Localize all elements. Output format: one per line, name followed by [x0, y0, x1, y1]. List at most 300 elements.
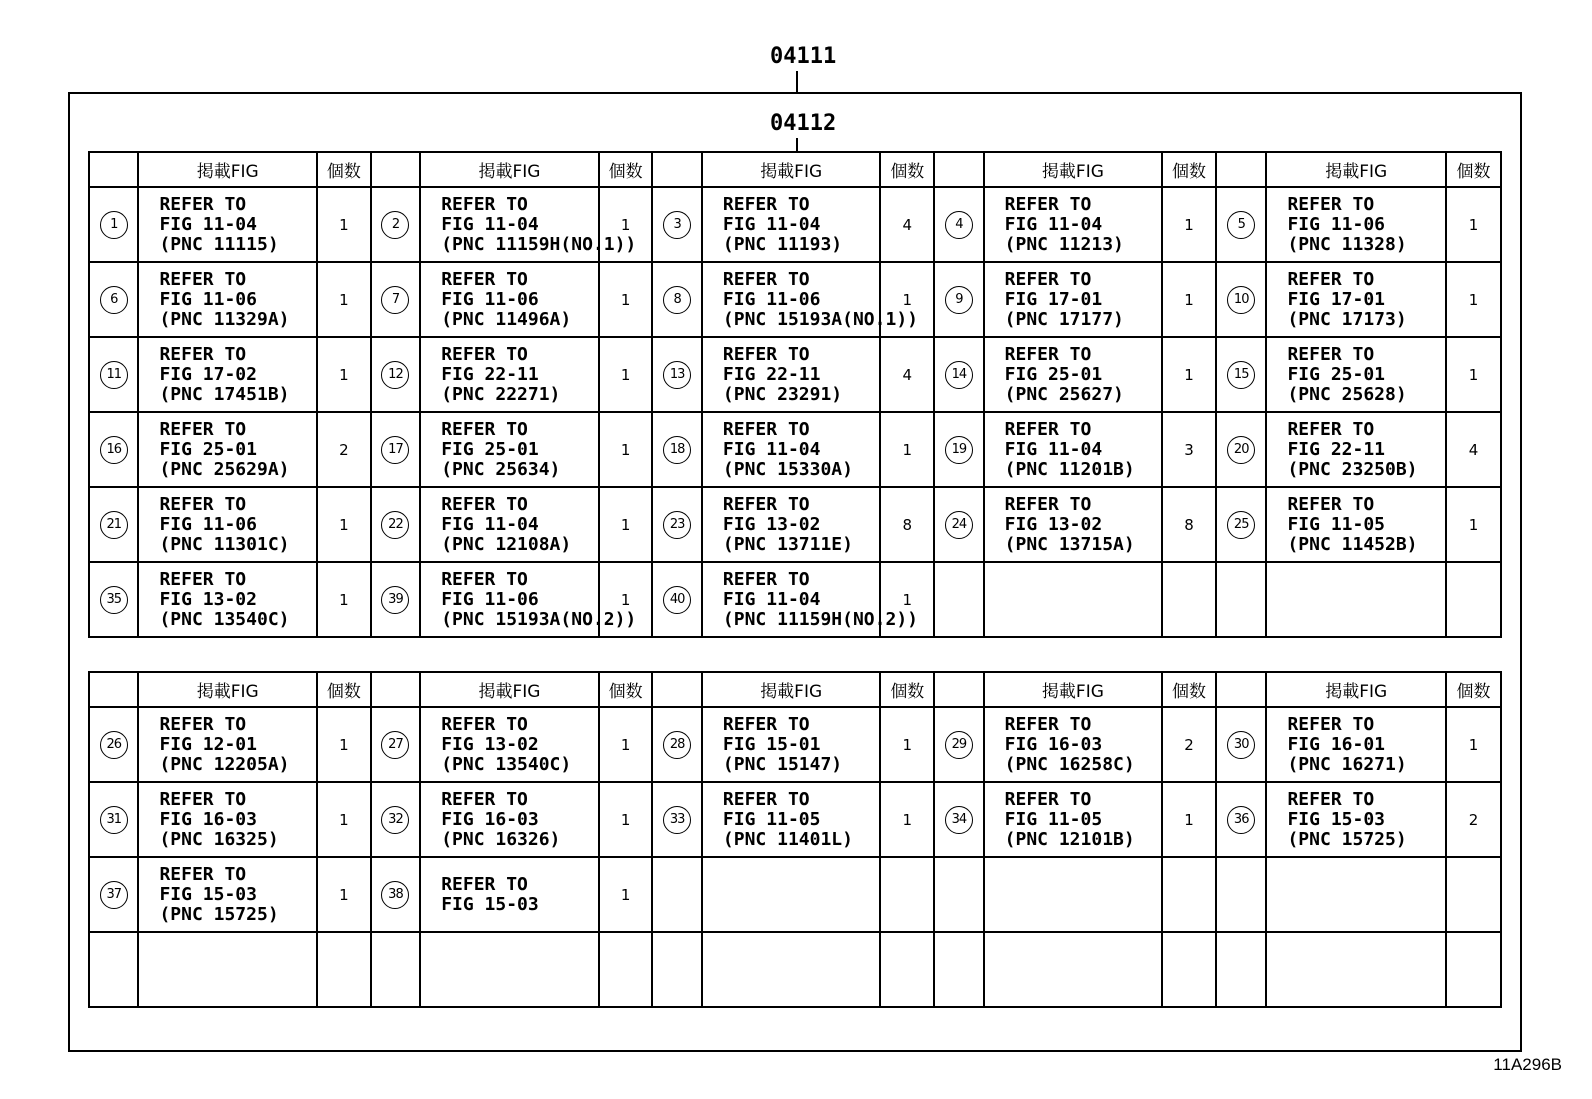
- reference-line: (PNC 15193A(NO.2)): [441, 608, 637, 630]
- reference-line: (PNC 25627): [1004, 383, 1124, 405]
- reference-cell: [1266, 412, 1446, 487]
- reference-line: FIG 11-06: [441, 588, 539, 610]
- item-number-cell: [1216, 857, 1267, 932]
- reference-line: (PNC 16326): [441, 828, 561, 850]
- reference-cell: [702, 782, 881, 857]
- item-number-badge: 9: [945, 286, 973, 314]
- header-fig: 掲載FIG: [138, 672, 317, 707]
- reference-line: (PNC 13711E): [722, 533, 853, 555]
- quantity-cell: 1: [317, 857, 371, 932]
- reference-cell: [138, 337, 317, 412]
- item-number-badge: 24: [945, 511, 973, 539]
- reference-line: REFER TO: [1004, 193, 1092, 215]
- reference-line: FIG 17-01: [1287, 288, 1386, 310]
- item-number-badge: 8: [663, 286, 691, 314]
- reference-line: (PNC 11329A): [159, 308, 290, 330]
- reference-line: (PNC 22271): [441, 383, 561, 405]
- header-qty: 個数: [1446, 152, 1501, 187]
- quantity-cell: 1: [317, 262, 371, 337]
- reference-line: (PNC 25629A): [159, 458, 290, 480]
- item-number-cell: [371, 562, 420, 637]
- item-number-badge: 31: [100, 806, 128, 834]
- reference-line: FIG 16-03: [441, 808, 539, 830]
- reference-line: REFER TO: [1287, 788, 1375, 810]
- reference-line: FIG 11-04: [722, 588, 821, 610]
- item-number-badge: 7: [381, 286, 409, 314]
- item-number-cell: [371, 857, 420, 932]
- reference-line: (PNC 13540C): [159, 608, 290, 630]
- reference-cell: [984, 262, 1163, 337]
- reference-cell: [984, 562, 1163, 637]
- reference-cell: [702, 412, 881, 487]
- reference-line: REFER TO: [159, 863, 247, 885]
- header-fig: 掲載FIG: [420, 672, 599, 707]
- reference-line: REFER TO: [441, 418, 528, 440]
- quantity-cell: 4: [880, 187, 934, 262]
- item-number-cell: [1216, 412, 1267, 487]
- reference-line: (PNC 16325): [159, 828, 279, 850]
- table-row: [89, 187, 1501, 262]
- assembly-label-04112: 04112: [770, 111, 837, 136]
- reference-line: (PNC 11193): [722, 233, 843, 255]
- table-row: [89, 487, 1501, 562]
- reference-line: (PNC 15725): [1287, 828, 1407, 850]
- reference-line: REFER TO: [441, 713, 528, 735]
- item-number-badge: 13: [663, 361, 691, 389]
- reference-table-upper: [88, 151, 1502, 638]
- reference-line: (PNC 15330A): [722, 458, 853, 480]
- reference-line: (PNC 12101B): [1004, 828, 1135, 850]
- item-number-badge: 29: [945, 731, 973, 759]
- quantity-cell: 2: [317, 412, 371, 487]
- item-number-cell: [371, 707, 420, 782]
- reference-cell: [1266, 857, 1446, 932]
- reference-cell: [420, 187, 637, 262]
- item-number-cell: [934, 932, 983, 1007]
- table-row: [89, 857, 1501, 932]
- item-number-cell: [1216, 782, 1267, 857]
- reference-line: FIG 11-06: [722, 288, 821, 310]
- reference-cell: [138, 932, 317, 1007]
- header-index-cell: [652, 672, 701, 707]
- quantity-cell: 1: [1162, 187, 1216, 262]
- quantity-cell: 4: [1446, 412, 1501, 487]
- quantity-cell: 1: [317, 337, 371, 412]
- quantity-cell: 1: [1446, 707, 1501, 782]
- reference-cell: [1266, 562, 1446, 637]
- reference-line: (PNC 25634): [441, 458, 561, 480]
- reference-line: (PNC 23250B): [1287, 458, 1418, 480]
- reference-line: FIG 11-04: [441, 513, 539, 535]
- quantity-cell: 8: [880, 487, 934, 562]
- reference-line: FIG 11-06: [441, 288, 539, 310]
- reference-line: (PNC 25628): [1287, 383, 1407, 405]
- reference-line: FIG 11-05: [722, 808, 821, 830]
- reference-line: (PNC 11301C): [159, 533, 290, 555]
- item-number-badge: 1: [100, 211, 128, 239]
- reference-cell: [702, 337, 881, 412]
- reference-line: FIG 12-01: [159, 733, 257, 755]
- item-number-cell: [371, 932, 420, 1007]
- quantity-cell: 1: [599, 707, 653, 782]
- header-qty: 個数: [317, 152, 371, 187]
- quantity-cell: 1: [880, 782, 934, 857]
- reference-line: REFER TO: [1287, 343, 1375, 365]
- reference-line: REFER TO: [159, 568, 247, 590]
- item-number-cell: [371, 487, 420, 562]
- item-number-badge: 37: [100, 881, 128, 909]
- reference-cell: [420, 707, 599, 782]
- table-row: [89, 412, 1501, 487]
- item-number-cell: [934, 337, 983, 412]
- reference-cell: [702, 562, 918, 637]
- item-number-badge: 4: [945, 211, 973, 239]
- item-number-cell: [1216, 487, 1267, 562]
- reference-line: FIG 16-03: [159, 808, 257, 830]
- reference-line: FIG 22-11: [441, 363, 539, 385]
- reference-line: FIG 13-02: [722, 513, 821, 535]
- reference-cell: [984, 782, 1163, 857]
- reference-cell: [420, 782, 599, 857]
- reference-cell: [138, 262, 317, 337]
- reference-cell: [138, 857, 317, 932]
- assembly-label-04111: 04111: [770, 44, 837, 69]
- header-qty: 個数: [1162, 152, 1216, 187]
- quantity-cell: [317, 932, 371, 1007]
- item-number-cell: [934, 262, 983, 337]
- item-number-cell: [371, 337, 420, 412]
- table-header-row: [89, 152, 1501, 187]
- item-number-badge: 21: [100, 511, 128, 539]
- header-index-cell: [934, 672, 983, 707]
- quantity-cell: 1: [1162, 337, 1216, 412]
- item-number-badge: 33: [663, 806, 691, 834]
- reference-cell: [420, 932, 599, 1007]
- reference-line: (PNC 13715A): [1004, 533, 1135, 555]
- reference-line: (PNC 16258C): [1004, 753, 1135, 775]
- reference-line: FIG 16-01: [1287, 733, 1386, 755]
- item-number-badge: 12: [381, 361, 409, 389]
- quantity-cell: 1: [599, 487, 653, 562]
- reference-cell: [1266, 487, 1446, 562]
- item-number-badge: 18: [663, 436, 691, 464]
- reference-line: REFER TO: [441, 788, 528, 810]
- item-number-badge: 32: [381, 806, 409, 834]
- item-number-cell: [371, 187, 420, 262]
- reference-line: REFER TO: [1004, 713, 1092, 735]
- reference-cell: [984, 932, 1163, 1007]
- reference-line: FIG 11-04: [441, 213, 539, 235]
- header-qty: 個数: [599, 672, 653, 707]
- reference-line: REFER TO: [722, 713, 810, 735]
- quantity-cell: 1: [599, 187, 653, 262]
- quantity-cell: 1: [599, 262, 653, 337]
- reference-line: FIG 13-02: [441, 733, 539, 755]
- item-number-cell: [652, 262, 701, 337]
- reference-line: FIG 17-01: [1004, 288, 1103, 310]
- header-index-cell: [89, 672, 138, 707]
- reference-cell: [420, 262, 599, 337]
- reference-line: REFER TO: [441, 193, 528, 215]
- reference-line: (PNC 23291): [722, 383, 843, 405]
- reference-line: (PNC 17177): [1004, 308, 1124, 330]
- reference-line: FIG 25-01: [159, 438, 257, 460]
- header-fig: 掲載FIG: [420, 152, 599, 187]
- quantity-cell: 1: [880, 707, 934, 782]
- quantity-cell: [1446, 562, 1501, 637]
- reference-line: REFER TO: [1287, 493, 1375, 515]
- reference-line: REFER TO: [441, 568, 528, 590]
- item-number-badge: 10: [1227, 286, 1255, 314]
- reference-line: REFER TO: [1004, 268, 1092, 290]
- header-fig: 掲載FIG: [1266, 672, 1446, 707]
- reference-line: REFER TO: [1287, 193, 1375, 215]
- reference-cell: [702, 262, 918, 337]
- reference-line: (PNC 12108A): [441, 533, 572, 555]
- item-number-cell: [371, 262, 420, 337]
- quantity-cell: 1: [880, 562, 934, 637]
- quantity-cell: 1: [1446, 337, 1501, 412]
- reference-line: FIG 11-04: [1004, 213, 1103, 235]
- reference-cell: [1266, 262, 1446, 337]
- header-index-cell: [934, 152, 983, 187]
- quantity-cell: [1446, 932, 1501, 1007]
- reference-line: FIG 22-11: [722, 363, 821, 385]
- header-index-cell: [1216, 152, 1267, 187]
- reference-line: FIG 11-05: [1004, 808, 1103, 830]
- item-number-badge: 11: [100, 361, 128, 389]
- reference-line: REFER TO: [159, 788, 247, 810]
- quantity-cell: 1: [880, 262, 934, 337]
- item-number-badge: 27: [381, 731, 409, 759]
- quantity-cell: 1: [317, 707, 371, 782]
- reference-line: FIG 13-02: [1004, 513, 1103, 535]
- reference-line: FIG 15-01: [722, 733, 821, 755]
- reference-line: REFER TO: [722, 343, 810, 365]
- item-number-cell: [652, 412, 701, 487]
- reference-line: (PNC 12205A): [159, 753, 290, 775]
- item-number-cell: [652, 487, 701, 562]
- quantity-cell: [1162, 932, 1216, 1007]
- reference-line: FIG 17-02: [159, 363, 257, 385]
- item-number-badge: 39: [381, 586, 409, 614]
- quantity-cell: 1: [1162, 782, 1216, 857]
- reference-line: FIG 11-05: [1287, 513, 1386, 535]
- table-row: [89, 932, 1501, 1007]
- header-fig: 掲載FIG: [984, 152, 1163, 187]
- item-number-badge: 38: [381, 881, 409, 909]
- quantity-cell: [599, 932, 653, 1007]
- leader-line-04112: [796, 138, 798, 152]
- reference-line: REFER TO: [441, 493, 528, 515]
- table-row: [89, 262, 1501, 337]
- reference-line: (PNC 11328): [1287, 233, 1407, 255]
- item-number-cell: [652, 857, 701, 932]
- quantity-cell: 1: [599, 857, 653, 932]
- reference-line: REFER TO: [1287, 268, 1375, 290]
- reference-line: REFER TO: [159, 493, 247, 515]
- reference-line: (PNC 11159H(NO.2)): [722, 608, 918, 630]
- reference-line: FIG 16-03: [1004, 733, 1103, 755]
- quantity-cell: 1: [1446, 187, 1501, 262]
- item-number-badge: 30: [1227, 731, 1255, 759]
- reference-line: FIG 15-03: [441, 893, 539, 915]
- quantity-cell: 1: [599, 412, 653, 487]
- quantity-cell: 1: [599, 782, 653, 857]
- quantity-cell: 1: [880, 412, 934, 487]
- reference-line: FIG 13-02: [159, 588, 257, 610]
- item-number-cell: [1216, 562, 1267, 637]
- item-number-cell: [371, 782, 420, 857]
- item-number-cell: [934, 707, 983, 782]
- reference-cell: [702, 707, 881, 782]
- item-number-cell: [652, 337, 701, 412]
- item-number-cell: [652, 932, 701, 1007]
- quantity-cell: 3: [1162, 412, 1216, 487]
- reference-line: FIG 15-03: [1287, 808, 1386, 830]
- quantity-cell: 2: [1446, 782, 1501, 857]
- item-number-cell: [89, 562, 138, 637]
- quantity-cell: 1: [317, 487, 371, 562]
- table-row: [89, 337, 1501, 412]
- item-number-badge: 40: [663, 586, 691, 614]
- item-number-cell: [89, 187, 138, 262]
- reference-line: (PNC 11401L): [722, 828, 853, 850]
- reference-cell: [138, 187, 317, 262]
- reference-line: (PNC 11201B): [1004, 458, 1135, 480]
- reference-cell: [138, 782, 317, 857]
- reference-cell: [138, 707, 317, 782]
- item-number-badge: 28: [663, 731, 691, 759]
- reference-cell: [138, 562, 317, 637]
- item-number-badge: 5: [1227, 211, 1255, 239]
- drawing-code: 11A296B: [1493, 1055, 1562, 1074]
- item-number-badge: 20: [1227, 436, 1255, 464]
- quantity-cell: 1: [599, 562, 653, 637]
- reference-line: REFER TO: [722, 568, 810, 590]
- reference-line: (PNC 15147): [722, 753, 843, 775]
- reference-cell: [984, 337, 1163, 412]
- reference-line: (PNC 11452B): [1287, 533, 1418, 555]
- header-qty: 個数: [1162, 672, 1216, 707]
- item-number-badge: 19: [945, 436, 973, 464]
- item-number-cell: [1216, 707, 1267, 782]
- reference-cell: [1266, 187, 1446, 262]
- quantity-cell: [1162, 857, 1216, 932]
- item-number-badge: 34: [945, 806, 973, 834]
- header-qty: 個数: [880, 672, 934, 707]
- header-fig: 掲載FIG: [138, 152, 317, 187]
- item-number-cell: [934, 412, 983, 487]
- table-header-row: [89, 672, 1501, 707]
- item-number-cell: [652, 562, 701, 637]
- reference-cell: [702, 187, 881, 262]
- item-number-cell: [89, 857, 138, 932]
- item-number-cell: [1216, 262, 1267, 337]
- reference-line: FIG 11-04: [722, 213, 821, 235]
- reference-line: FIG 15-03: [159, 883, 257, 905]
- item-number-badge: 17: [381, 436, 409, 464]
- quantity-cell: 1: [317, 187, 371, 262]
- header-index-cell: [89, 152, 138, 187]
- reference-cell: [1266, 782, 1446, 857]
- reference-line: (PNC 13540C): [441, 753, 572, 775]
- item-number-cell: [1216, 337, 1267, 412]
- reference-line: REFER TO: [1287, 418, 1375, 440]
- item-number-cell: [934, 782, 983, 857]
- reference-line: FIG 11-06: [159, 288, 257, 310]
- item-number-cell: [89, 262, 138, 337]
- header-qty: 個数: [599, 152, 653, 187]
- reference-line: REFER TO: [722, 493, 810, 515]
- item-number-cell: [934, 562, 983, 637]
- item-number-cell: [1216, 187, 1267, 262]
- reference-line: (PNC 11496A): [441, 308, 572, 330]
- header-fig: 掲載FIG: [702, 152, 881, 187]
- reference-line: REFER TO: [722, 788, 810, 810]
- quantity-cell: 1: [317, 782, 371, 857]
- reference-line: REFER TO: [159, 418, 247, 440]
- quantity-cell: 1: [599, 337, 653, 412]
- item-number-badge: 36: [1227, 806, 1255, 834]
- reference-line: FIG 11-06: [159, 513, 257, 535]
- quantity-cell: 8: [1162, 487, 1216, 562]
- reference-cell: [702, 932, 881, 1007]
- reference-cell: [984, 187, 1163, 262]
- item-number-badge: 16: [100, 436, 128, 464]
- table-row: [89, 707, 1501, 782]
- reference-cell: [984, 487, 1163, 562]
- reference-line: REFER TO: [722, 268, 810, 290]
- item-number-badge: 15: [1227, 361, 1255, 389]
- reference-line: REFER TO: [441, 873, 528, 895]
- header-index-cell: [371, 152, 420, 187]
- item-number-cell: [89, 487, 138, 562]
- quantity-cell: 2: [1162, 707, 1216, 782]
- quantity-cell: [1162, 562, 1216, 637]
- item-number-badge: 35: [100, 586, 128, 614]
- reference-cell: [420, 337, 599, 412]
- reference-line: REFER TO: [159, 343, 247, 365]
- reference-line: REFER TO: [722, 193, 810, 215]
- reference-line: REFER TO: [1004, 343, 1092, 365]
- item-number-badge: 25: [1227, 511, 1255, 539]
- reference-line: (PNC 11213): [1004, 233, 1124, 255]
- header-index-cell: [652, 152, 701, 187]
- item-number-badge: 6: [100, 286, 128, 314]
- header-fig: 掲載FIG: [984, 672, 1163, 707]
- reference-cell: [1266, 337, 1446, 412]
- reference-cell: [420, 412, 599, 487]
- item-number-cell: [652, 187, 701, 262]
- reference-line: FIG 11-04: [722, 438, 821, 460]
- reference-cell: [702, 487, 881, 562]
- quantity-cell: [1446, 857, 1501, 932]
- reference-line: REFER TO: [159, 193, 247, 215]
- reference-cell: [984, 412, 1163, 487]
- reference-cell: [138, 487, 317, 562]
- reference-cell: [420, 857, 599, 932]
- reference-line: REFER TO: [441, 343, 528, 365]
- quantity-cell: 1: [317, 562, 371, 637]
- item-number-cell: [1216, 932, 1267, 1007]
- reference-line: REFER TO: [441, 268, 528, 290]
- item-number-badge: 3: [663, 211, 691, 239]
- reference-line: REFER TO: [1004, 493, 1092, 515]
- table-row: [89, 562, 1501, 637]
- item-number-cell: [652, 782, 701, 857]
- item-number-cell: [89, 337, 138, 412]
